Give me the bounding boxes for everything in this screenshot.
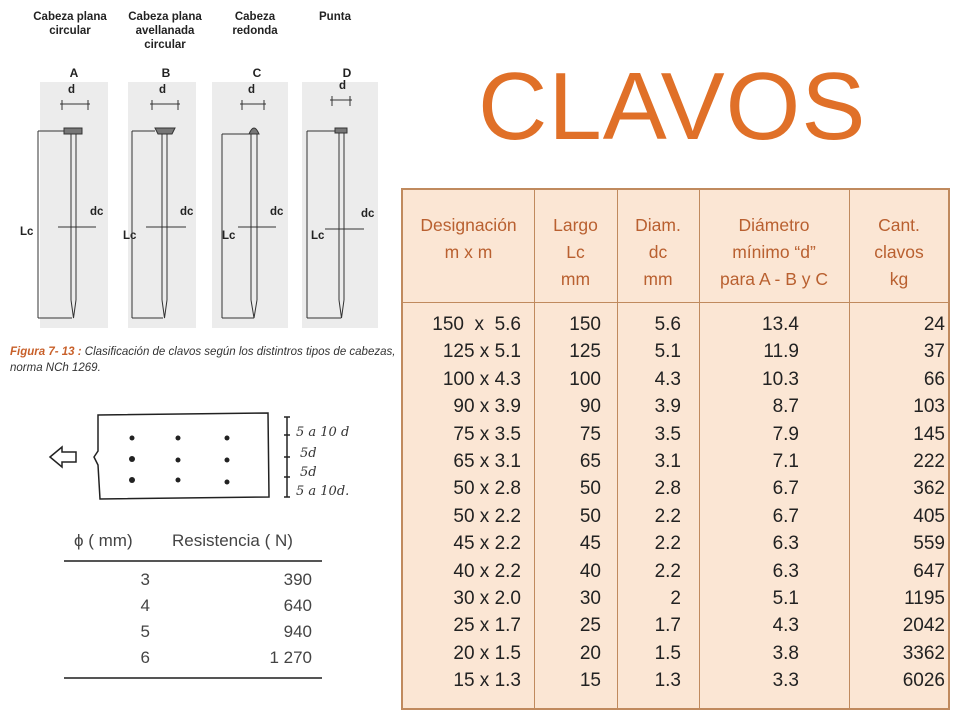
dim-d-b: d xyxy=(159,84,167,96)
cell-cant: 6026 xyxy=(902,670,945,692)
cell-designacion: 30 x 2.0 xyxy=(453,588,521,609)
cell-cant: 2042 xyxy=(902,615,945,637)
cell-largo: 25 xyxy=(579,615,601,637)
dim-d-a: d xyxy=(68,84,76,96)
nails-table xyxy=(401,188,950,710)
cell-largo: 45 xyxy=(579,533,601,555)
dim-dc-c: dc xyxy=(270,206,284,218)
dim-lc-b: Lc xyxy=(123,230,137,242)
cell-diametro-minimo: 13.4 xyxy=(762,314,799,335)
cell-diametro-minimo: 6.7 xyxy=(772,478,799,500)
res-cell: 940 xyxy=(283,622,312,641)
cell-cant: 222 xyxy=(913,451,945,472)
nail-type-label-a: Cabeza plana circular xyxy=(33,11,107,37)
page-title: CLAVOS xyxy=(478,53,867,160)
header-diametro-minimo: Diámetro mínimo “d” para A - B y C xyxy=(720,215,828,289)
cell-diametro-minimo: 6.3 xyxy=(772,533,799,555)
cell-largo: 50 xyxy=(579,478,601,500)
cell-diametro-minimo: 4.3 xyxy=(772,615,799,637)
spacing-label-4: 5 a 10d. xyxy=(296,484,350,499)
cell-largo: 15 xyxy=(579,670,601,692)
cell-designacion: 65 x 3.1 xyxy=(453,451,521,472)
dim-dc-d: dc xyxy=(361,208,375,220)
cell-cant: 103 xyxy=(913,396,945,418)
cell-diam: 2.8 xyxy=(654,478,681,500)
cell-designacion: 15 x 1.3 xyxy=(453,670,521,692)
cell-designacion: 25 x 1.7 xyxy=(453,615,521,637)
cell-diametro-minimo: 6.7 xyxy=(772,505,799,527)
cell-largo: 30 xyxy=(579,588,601,609)
cell-largo: 100 xyxy=(569,368,601,390)
res-cell: 640 xyxy=(283,596,312,615)
header-rule xyxy=(403,302,948,303)
cell-diametro-minimo: 10.3 xyxy=(762,368,799,390)
res-header-diameter: ϕ ( mm) xyxy=(74,531,133,550)
dim-dc-a: dc xyxy=(90,206,104,218)
cell-diam: 3.1 xyxy=(654,451,681,472)
cell-largo: 50 xyxy=(579,505,601,527)
cell-diam: 3.5 xyxy=(654,423,681,445)
cell-diametro-minimo: 6.3 xyxy=(772,560,799,582)
nail-letter-a: A xyxy=(69,66,79,80)
cell-designacion: 40 x 2.2 xyxy=(453,560,521,582)
dim-d-d: d xyxy=(339,80,347,92)
nail-type-label-b: Cabeza plana avellanada circular xyxy=(128,11,202,51)
res-cell: 1 270 xyxy=(269,648,312,667)
header-largo: Largo Lc mm xyxy=(553,215,598,289)
cell-diametro-minimo: 11.9 xyxy=(763,341,799,363)
header-cant: Cant. clavos kg xyxy=(874,215,924,289)
cell-diam: 3.9 xyxy=(654,396,681,418)
cell-diametro-minimo: 8.7 xyxy=(772,396,799,418)
res-header-rule xyxy=(64,560,322,562)
cell-largo: 90 xyxy=(579,396,601,418)
res-header-resistance: Resistencia ( N) xyxy=(172,531,293,550)
nail-type-label-c: Cabeza redonda xyxy=(232,11,278,37)
cell-diametro-minimo: 7.9 xyxy=(772,423,799,445)
cell-diam: 4.3 xyxy=(654,368,681,390)
cell-cant: 37 xyxy=(923,341,945,363)
cell-largo: 20 xyxy=(579,642,601,664)
cell-diametro-minimo: 3.3 xyxy=(772,670,799,692)
cell-cant: 1195 xyxy=(904,588,945,609)
res-cell: 3 xyxy=(140,570,150,589)
cell-cant: 66 xyxy=(923,368,945,390)
cell-designacion: 75 x 3.5 xyxy=(453,423,521,445)
cell-largo: 125 xyxy=(569,341,601,363)
spacing-label-2: 5d xyxy=(300,446,317,461)
cell-cant: 3362 xyxy=(902,642,945,664)
cell-designacion: 45 x 2.2 xyxy=(453,533,521,555)
spacing-label-1: 5 a 10 d xyxy=(296,425,350,440)
cell-diam: 2.2 xyxy=(654,533,681,555)
cell-cant: 559 xyxy=(913,533,945,555)
cell-largo: 75 xyxy=(579,423,601,445)
dim-d-c: d xyxy=(248,84,256,96)
cell-diam: 2.2 xyxy=(654,505,681,527)
cell-designacion: 150 x 5.6 xyxy=(432,314,521,335)
cell-diametro-minimo: 7.1 xyxy=(772,451,799,472)
nail-letter-d: D xyxy=(342,66,352,80)
cell-largo: 150 xyxy=(569,314,601,335)
figure-number: Figura 7- 13 : xyxy=(10,346,82,358)
header-diam: Diam. dc mm xyxy=(635,215,681,289)
nail-type-label-d: Punta xyxy=(319,11,351,23)
cell-diametro-minimo: 3.8 xyxy=(772,642,799,664)
cell-designacion: 50 x 2.2 xyxy=(453,505,521,527)
cell-diam: 5.6 xyxy=(654,314,681,335)
cell-diam: 2.2 xyxy=(654,560,681,582)
cell-cant: 362 xyxy=(913,478,945,500)
figure-caption-text: Clasificación de clavos según los distintros tipos de cabezas, norma NCh 1269. xyxy=(10,346,396,374)
spacing-label-3: 5d xyxy=(300,465,317,480)
res-cell: 4 xyxy=(140,596,150,615)
dim-lc-a: Lc xyxy=(20,226,34,238)
dim-dc-b: dc xyxy=(180,206,194,218)
cell-cant: 647 xyxy=(913,560,945,582)
cell-designacion: 100 x 4.3 xyxy=(442,368,521,390)
cell-cant: 145 xyxy=(913,423,945,445)
nail-letter-c: C xyxy=(252,66,262,80)
nail-letter-b: B xyxy=(161,66,171,80)
cell-designacion: 125 x 5.1 xyxy=(442,341,521,363)
cell-diam: 1.3 xyxy=(654,670,681,692)
cell-largo: 40 xyxy=(579,560,601,582)
cell-diam: 1.7 xyxy=(654,615,681,637)
cell-cant: 24 xyxy=(923,314,945,335)
res-cell: 390 xyxy=(283,570,312,589)
cell-diam: 2 xyxy=(670,588,681,609)
cell-designacion: 90 x 3.9 xyxy=(453,396,521,418)
cell-diametro-minimo: 5.1 xyxy=(772,588,799,609)
cell-designacion: 50 x 2.8 xyxy=(453,478,521,500)
res-cell: 5 xyxy=(140,622,150,641)
dim-lc-c: Lc xyxy=(222,230,236,242)
cell-diam: 5.1 xyxy=(654,341,681,363)
cell-designacion: 20 x 1.5 xyxy=(453,642,521,664)
cell-diam: 1.5 xyxy=(654,642,681,664)
header-designacion: Designación m x m xyxy=(420,215,517,262)
res-bottom-rule xyxy=(64,677,322,679)
figure-caption xyxy=(10,344,400,376)
cell-largo: 65 xyxy=(579,451,601,472)
dim-lc-d: Lc xyxy=(311,230,325,242)
nail-drawings xyxy=(0,0,400,330)
res-cell: 6 xyxy=(140,648,150,667)
cell-cant: 405 xyxy=(913,505,945,527)
